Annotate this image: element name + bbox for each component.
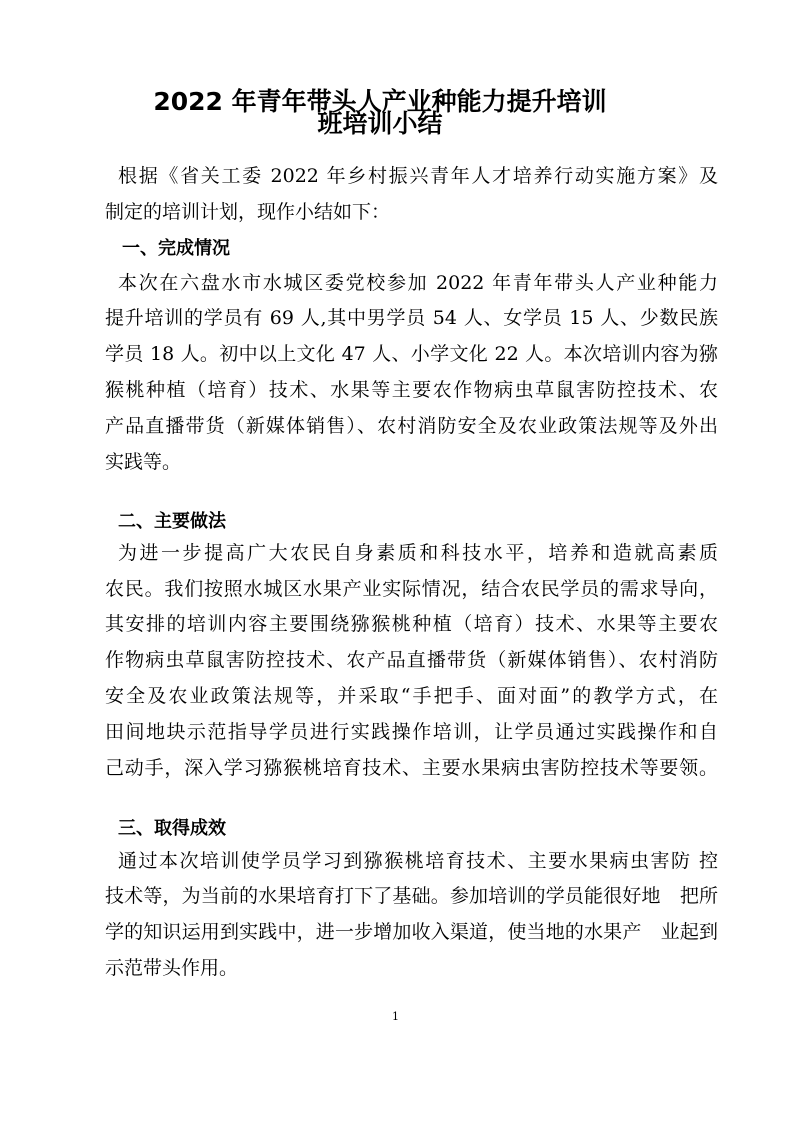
document-title-line1: 2022 年青年带头人产业种能力提升培训 [153,87,607,116]
intro-line: 制定的培训计划，现作小结如下： [105,201,391,223]
body-line: 提升培训的学员有 69 人,其中男学员 54 人、女学员 15 人、少数民族 [105,307,718,329]
body-line: 己动手，深入学习猕猴桃培育技术、主要水果病虫害防控技术等要领。 [105,757,718,779]
body-line: 其安排的培训内容主要围绕猕猴桃种植（培育）技术、水果等主要农 [105,613,718,635]
body-line: 学的知识运用到实践中，进一步增加收入渠道，使当地的水果产 业起到 [105,921,718,943]
body-line: 农民。我们按照水城区水果产业实际情况，结合农民学员的需求导向， [105,578,718,600]
section-heading: 二、主要做法 [118,511,226,532]
section-heading: 三、取得成效 [118,818,226,839]
intro-line: 根据《省关工委 2022 年乡村振兴青年人才培养行动实施方案》及 [118,165,718,187]
body-line: 为进一步提高广大农民自身素质和科技水平，培养和造就高素质 [118,542,718,564]
body-line: 产品直播带货（新媒体销售）、农村消防安全及农业政策法规等及外出 [105,415,718,437]
body-line: 本次在六盘水市水城区委党校参加 2022 年青年带头人产业种能力 [118,272,718,294]
body-line: 田间地块示范指导学员进行实践操作培训，让学员通过实践操作和自 [105,721,718,743]
document-title-line2: 班培训小结 [317,109,443,138]
body-line: 技术等，为当前的水果培育打下了基础。参加培训的学员能很好地 把所 [105,885,718,907]
body-line: 通过本次培训使学员学习到猕猴桃培育技术、主要水果病虫害防 控 [118,850,718,872]
body-line: 学员 18 人。初中以上文化 47 人、小学文化 22 人。本次培训内容为猕 [105,343,718,365]
body-line: 安全及农业政策法规等，并采取“手把手、面对面”的教学方式，在 [105,685,718,707]
body-line: 作物病虫草鼠害防控技术、农产品直播带货（新媒体销售）、农村消防 [105,649,718,671]
section-heading: 一、完成情况 [122,238,230,259]
body-line: 实践等。 [105,451,182,473]
page-number: 1 [392,1010,399,1023]
body-line: 猴桃种植（培育）技术、水果等主要农作物病虫草鼠害防控技术、农 [105,379,718,401]
body-line: 示范带头作用。 [105,957,239,979]
